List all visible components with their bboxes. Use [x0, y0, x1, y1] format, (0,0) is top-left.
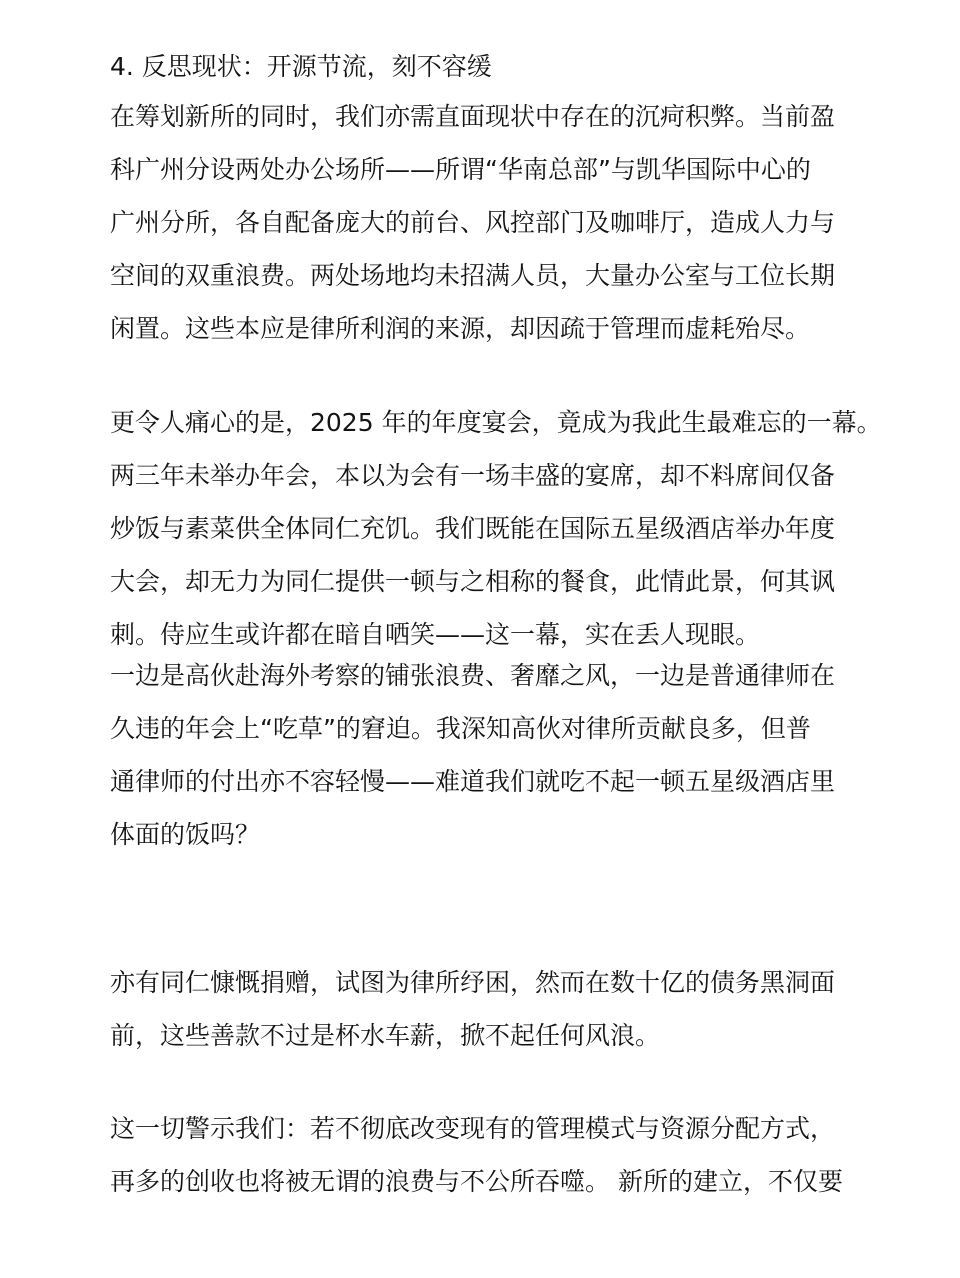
- paragraph-line: 再多的创收也将被无谓的浪费与不公所吞噬。 新所的建立，不仅要: [110, 1167, 843, 1196]
- paragraph-warning: [110, 1102, 890, 1208]
- paragraph-line: 这一切警示我们：若不彻底改变现有的管理模式与资源分配方式，: [110, 1114, 836, 1143]
- paragraph-line: 刺。侍应生或许都在暗自哂笑——这一幕，实在丢人现眼。: [110, 620, 761, 649]
- paragraph-line: 空间的双重浪费。两处场地均未招满人员，大量办公室与工位长期: [110, 261, 836, 290]
- paragraph-line: 久违的年会上“吃草”的窘迫。我深知高伙对律所贡献良多，但普: [110, 714, 811, 743]
- paragraph-line: 亦有同仁慷慨捐赠，试图为律所纾困，然而在数十亿的债务黑洞面: [110, 968, 836, 997]
- paragraph-line: 体面的饭吗？: [110, 820, 261, 849]
- paragraph-line: 在筹划新所的同时，我们亦需直面现状中存在的沉疴积弊。当前盈: [110, 102, 836, 131]
- paragraph-line: 闲置。这些本应是律所利润的来源，却因疏于管理而虚耗殆尽。: [110, 314, 811, 343]
- paragraph-line: 两三年未举办年会，本以为会有一场丰盛的宴席，却不料席间仅备: [110, 461, 836, 490]
- paragraph-line: 炒饭与素菜供全体同仁充饥。我们既能在国际五星级酒店举办年度: [110, 514, 836, 543]
- paragraph-annual-banquet: [110, 396, 890, 661]
- paragraph-line: 广州分所，各自配备庞大的前台、风控部门及咖啡厅，造成人力与: [110, 208, 836, 237]
- paragraph-office-waste: [110, 90, 890, 355]
- section-heading: 4. 反思现状：开源节流，刻不容缓: [110, 52, 492, 81]
- paragraph-line: 前，这些善款不过是杯水车薪，掀不起任何风浪。: [110, 1021, 661, 1050]
- paragraph-donations: [110, 956, 890, 1062]
- paragraph-line: 通律师的付出亦不容轻慢——难道我们就吃不起一顿五星级酒店里: [110, 767, 836, 796]
- paragraph-contrast: [110, 649, 890, 861]
- paragraph-line: 更令人痛心的是，2025 年的年度宴会，竟成为我此生最难忘的一幕。: [110, 408, 882, 437]
- paragraph-line: 大会，却无力为同仁提供一顿与之相称的餐食，此情此景，何其讽: [110, 567, 836, 596]
- paragraph-line: 一边是高伙赴海外考察的铺张浪费、奢靡之风，一边是普通律师在: [110, 661, 836, 690]
- paragraph-line: 科广州分设两处办公场所——所谓“华南总部”与凯华国际中心的: [110, 155, 811, 184]
